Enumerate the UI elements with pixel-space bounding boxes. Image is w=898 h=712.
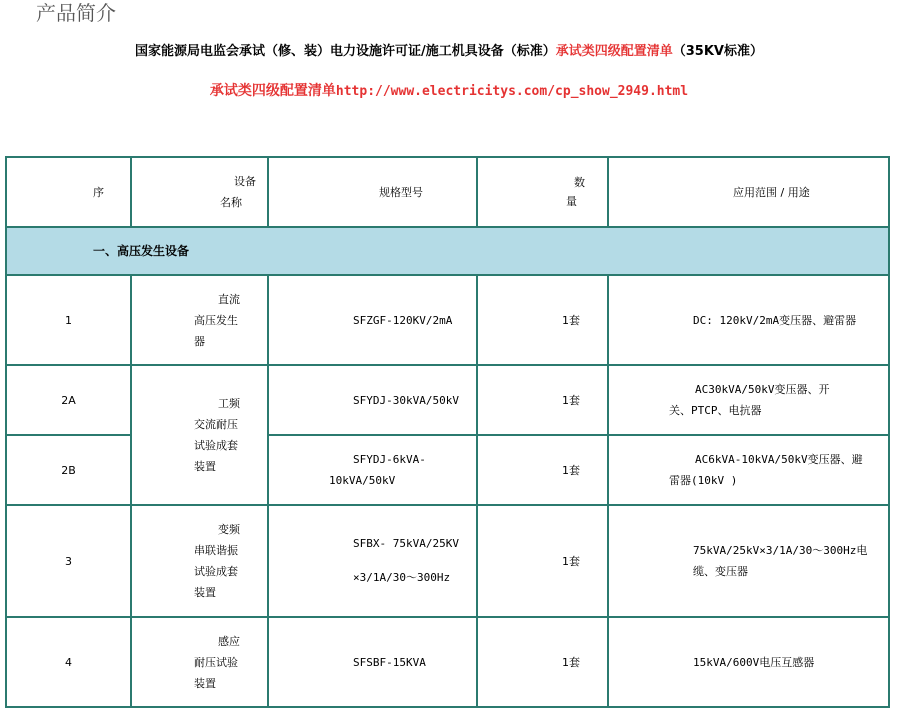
row-qty: 1套	[477, 435, 608, 505]
header-seq: 序	[6, 157, 131, 227]
row-use: 15kVA/600V电压互感器	[608, 617, 889, 707]
header-qty-line1: 数	[574, 176, 585, 189]
table-header-row	[6, 157, 889, 227]
name-line: 变频	[218, 523, 240, 536]
title-main: 国家能源局电监会承试（修、装）电力设施许可证/施工机具设备（标准）	[135, 44, 556, 59]
name-line: 试验成套	[194, 565, 238, 578]
row-seq: 4	[6, 617, 131, 707]
name-line: 耐压试验	[194, 655, 238, 669]
row-qty: 1套	[477, 365, 608, 435]
document-title	[0, 42, 898, 62]
use-line: 75kVA/25kV×3/1A/30～300Hz电	[693, 544, 868, 557]
model-line: ×3/1A/30～300Hz	[353, 571, 451, 584]
category-row	[6, 227, 889, 275]
row-use: DC: 120kV/2mA变压器、避雷器	[608, 275, 889, 365]
use-line: 关、PTCP、电抗器	[669, 404, 762, 417]
use-line: 雷器(10kV )	[669, 474, 738, 487]
row-name	[131, 505, 268, 617]
name-line: 装置	[194, 586, 216, 599]
name-line: 试验成套	[194, 439, 238, 452]
header-name-line2: 名称	[220, 196, 242, 209]
name-line: 器	[194, 334, 205, 348]
title-highlight[interactable]: 承试类四级配置清单	[555, 44, 673, 59]
row-seq: 2B	[6, 435, 131, 505]
row-use	[608, 365, 889, 435]
table-row	[6, 617, 889, 707]
header-name-line1: 设备	[234, 175, 256, 188]
model-line: SFBX- 75kVA/25KV	[353, 537, 459, 550]
name-line: 交流耐压	[194, 418, 238, 431]
row-name	[131, 617, 268, 707]
section-heading: 产品简介	[36, 1, 116, 25]
name-line: 工频	[218, 397, 240, 410]
row-qty: 1套	[477, 505, 608, 617]
name-line: 串联谐振	[194, 544, 238, 557]
name-line: 直流	[218, 292, 240, 306]
row-model: SFSBF-15KVA	[268, 617, 477, 707]
category-label: 一、高压发生设备	[6, 227, 889, 275]
config-list-link[interactable]	[0, 80, 898, 103]
name-line: 装置	[194, 676, 216, 690]
table-row	[6, 365, 889, 435]
model-line: SFYDJ-6kVA-	[353, 453, 426, 466]
table-row	[6, 275, 889, 365]
header-use: 应用范围 / 用途	[608, 157, 889, 227]
row-model	[268, 435, 477, 505]
name-line: 高压发生	[194, 313, 238, 327]
row-model	[268, 505, 477, 617]
table-row	[6, 505, 889, 617]
row-name	[131, 365, 268, 505]
use-line: AC30kVA/50kV变压器、开	[695, 383, 830, 396]
header-model: 规格型号	[268, 157, 477, 227]
row-use	[608, 505, 889, 617]
name-line: 装置	[194, 460, 216, 473]
row-qty: 1套	[477, 275, 608, 365]
model-line: 10kVA/50kV	[329, 474, 396, 487]
row-seq: 2A	[6, 365, 131, 435]
header-qty	[477, 157, 608, 227]
header-name	[131, 157, 268, 227]
row-model: SFYDJ-30kVA/50kV	[268, 365, 477, 435]
header-qty-line2: 量	[566, 195, 577, 208]
title-suffix: （35KV标准）	[672, 44, 763, 59]
link-url[interactable]: http://www.electricitys.com/cp_show_2949.html	[335, 84, 689, 99]
row-use	[608, 435, 889, 505]
row-seq: 1	[6, 275, 131, 365]
row-model: SFZGF-120KV/2mA	[268, 275, 477, 365]
link-label[interactable]: 承试类四级配置清单	[209, 83, 336, 99]
name-line: 感应	[218, 634, 240, 648]
row-name	[131, 275, 268, 365]
row-seq: 3	[6, 505, 131, 617]
row-qty: 1套	[477, 617, 608, 707]
use-line: 缆、变压器	[693, 565, 748, 578]
equipment-table	[5, 156, 890, 708]
use-line: AC6kVA-10kVA/50kV变压器、避	[695, 453, 863, 466]
